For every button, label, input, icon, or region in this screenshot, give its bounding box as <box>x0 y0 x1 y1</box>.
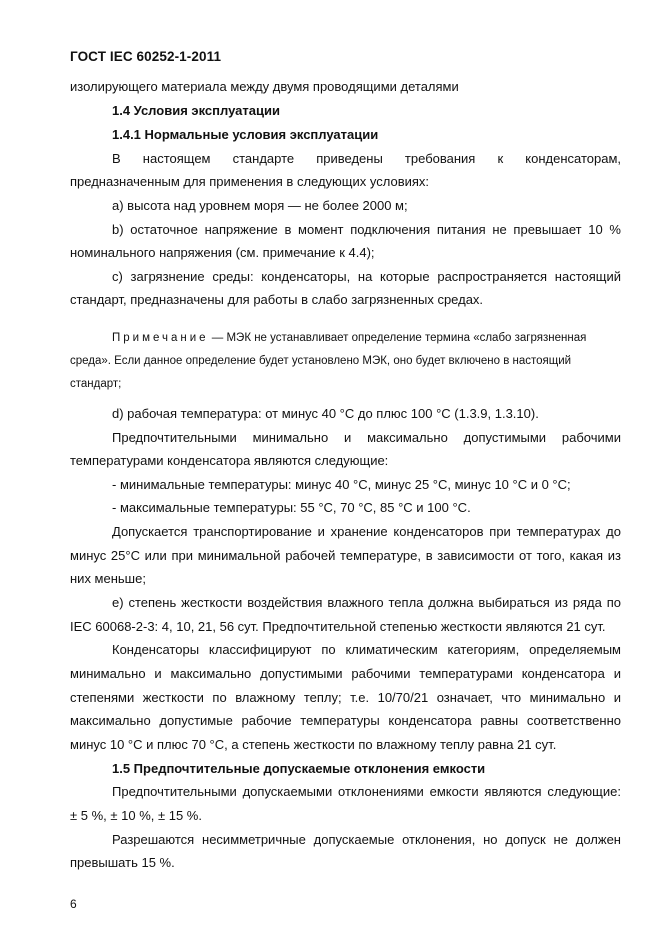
list-item: b) остаточное напряжение в момент подключения питания не превышает 10 % <box>112 222 621 237</box>
text-line: ± 5 %, ± 10 %, ± 15 %. <box>70 808 202 823</box>
text-line: В настоящем стандарте приведены требования к конденсаторам, <box>112 151 621 166</box>
note-line: стандарт; <box>70 378 122 390</box>
note-line: среда». Если данное определение будет установлено МЭК, оно будет включено в настоящий <box>70 355 572 367</box>
text-line: предназначенным для применения в следующих условиях: <box>70 174 430 189</box>
section-heading: 1.4 Условия эксплуатации <box>112 103 280 118</box>
list-item: е) степень жесткости воздействия влажного тепла должна выбираться из ряда по <box>112 595 621 610</box>
text-line: максимально допустимые рабочие температуры конденсатора равны соответственно <box>70 713 621 728</box>
text-line: минус 10 °С и плюс 70 °С, а степень жесткости по влажному теплу равна 21 сут. <box>70 737 557 752</box>
text-line: Предпочтительными минимально и максимально допустимыми рабочими <box>112 430 621 445</box>
text-line: Конденсаторы классифицируют по климатическим категориям, определяемым <box>112 642 621 657</box>
note-text: — МЭК не устанавливает определение термина «слабо загрязненная <box>208 332 587 344</box>
text-line: Разрешаются несимметричные допускаемые отклонения, но допуск не должен <box>112 832 621 847</box>
list-item: с) загрязнение среды: конденсаторы, на которые распространяется настоящий <box>112 269 621 284</box>
text-line: температурами конденсатора являются следующие: <box>70 453 389 468</box>
subsection-heading: 1.4.1 Нормальные условия эксплуатации <box>112 127 379 142</box>
text-line: минимально и максимально допустимыми рабочими температурами конденсатора и <box>70 666 621 681</box>
page-number: 6 <box>70 897 77 911</box>
text-line: Допускается транспортирование и хранение конденсаторов при температурах до <box>112 524 621 539</box>
text-line: минус 25°С или при минимальной рабочей температуре, в зависимости от того, какая из <box>70 548 621 563</box>
list-item: d) рабочая температура: от минус 40 °С до плюс 100 °С (1.3.9, 1.3.10). <box>112 406 539 421</box>
note-line <box>112 330 621 346</box>
list-item: - максимальные температуры: 55 °С, 70 °С, 85 °С и 100 °С. <box>112 500 471 515</box>
text-line: стандарт, предназначены для работы в слабо загрязненных средах. <box>70 292 484 307</box>
text-line: номинального напряжения (см. примечание к 4.4); <box>70 245 375 260</box>
text-line: них меньше; <box>70 571 146 586</box>
note-label: Примечание <box>112 332 209 344</box>
text-line: степенями жесткости по влажному теплу; т.е. 10/70/21 означает, что минимально и <box>70 690 621 705</box>
document-header: ГОСТ IEC 60252-1-2011 <box>70 49 222 64</box>
text-line: превышать 15 %. <box>70 855 175 870</box>
list-item: - минимальные температуры: минус 40 °С, минус 25 °С, минус 10 °С и 0 °С; <box>112 477 571 492</box>
text-line: изолирующего материала между двумя проводящими деталями <box>70 79 459 94</box>
text-line: IEC 60068-2-3: 4, 10, 21, 56 сут. Предпочтительной степенью жесткости являются 21 сут. <box>70 619 606 634</box>
list-item: а) высота над уровнем моря — не более 2000 м; <box>112 198 408 213</box>
section-heading: 1.5 Предпочтительные допускаемые отклонения емкости <box>112 761 486 776</box>
text-line: Предпочтительными допускаемыми отклонениями емкости являются следующие: <box>112 784 621 799</box>
